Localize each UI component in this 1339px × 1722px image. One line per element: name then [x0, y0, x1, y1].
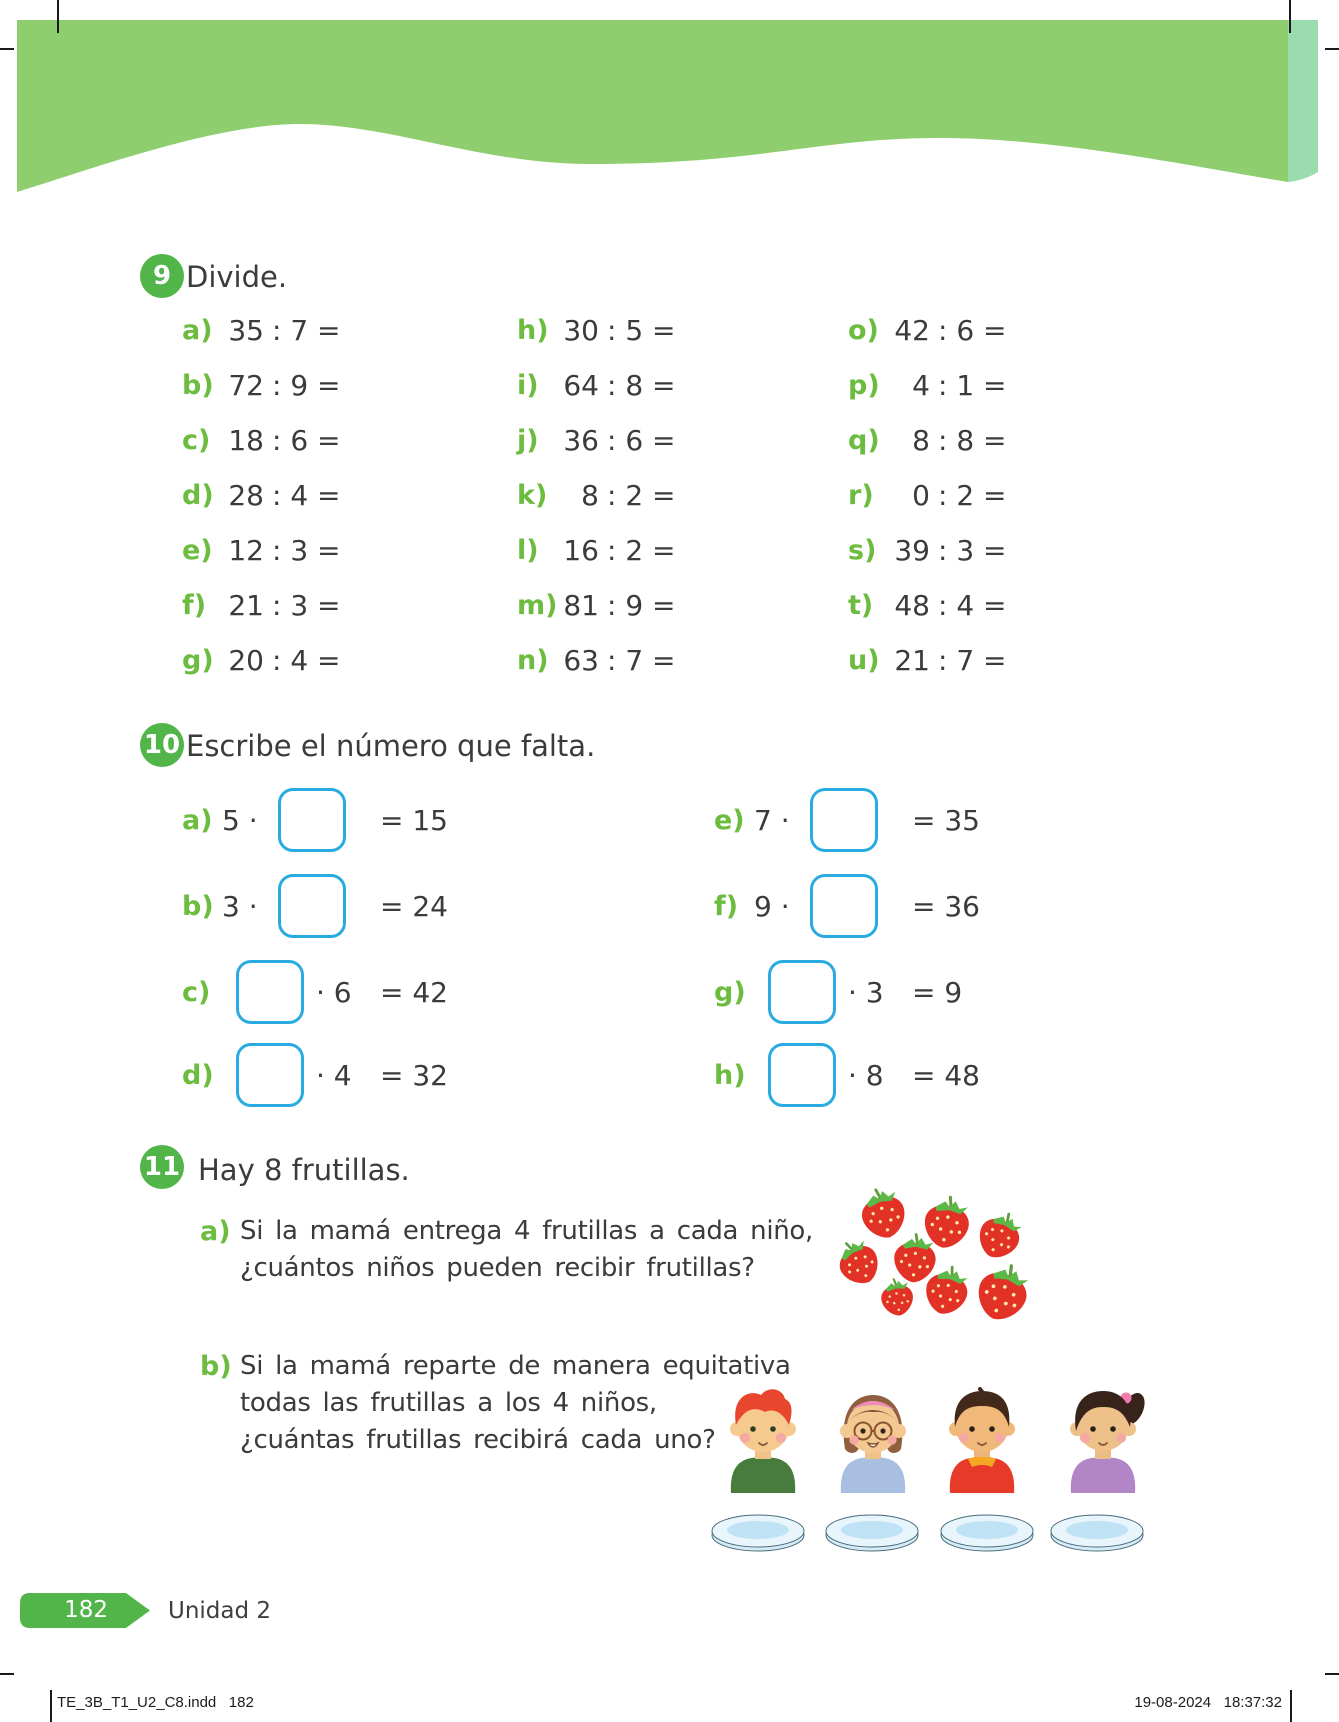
divisor-equals: : 3 =: [938, 534, 1007, 567]
dividend: 81: [563, 589, 599, 622]
divisor-equals: : 1 =: [938, 369, 1007, 402]
fill-blank-item: [182, 1042, 448, 1108]
dividend: 64: [563, 369, 599, 402]
dividend: 20: [228, 644, 264, 677]
item-label: c): [182, 976, 211, 1008]
dividend: 42: [894, 314, 930, 347]
dividend: 72: [228, 369, 264, 402]
result: = 35: [912, 803, 980, 837]
division-item: [182, 633, 341, 688]
dividend: 39: [894, 534, 930, 567]
child-red-shirt-boy: [949, 1389, 1015, 1493]
dividend: 16: [563, 534, 599, 567]
crop-mark: [0, 48, 14, 50]
divisor-equals: : 4 =: [272, 479, 341, 512]
division-item: [848, 468, 1007, 523]
item-label: g): [714, 976, 746, 1008]
multiplier: · 4: [316, 1058, 352, 1092]
item-label: d): [182, 1059, 214, 1091]
answer-box[interactable]: [810, 874, 878, 938]
strawberries-illustration: [815, 1180, 1045, 1330]
answer-box[interactable]: [278, 788, 346, 852]
question-a-text: [240, 1213, 813, 1287]
division-item: [848, 633, 1007, 688]
divisor-equals: : 3 =: [272, 534, 341, 567]
division-item: [182, 413, 341, 468]
division-item: [182, 303, 341, 358]
division-item: [182, 358, 341, 413]
crop-mark: [50, 1690, 52, 1722]
dividend: 30: [563, 314, 599, 347]
divisor-equals: : 5 =: [607, 314, 676, 347]
divisor-equals: : 6 =: [607, 424, 676, 457]
answer-box[interactable]: [768, 960, 836, 1024]
expression-zone: [222, 1043, 380, 1107]
fill-blank-item: [714, 873, 980, 939]
divisor-equals: : 6 =: [272, 424, 341, 457]
division-item: [517, 468, 676, 523]
item-label: k): [517, 480, 548, 511]
division-item: [517, 358, 676, 413]
multiplicand: 9 ·: [754, 889, 790, 923]
dividend: 21: [228, 589, 264, 622]
item-label: e): [182, 535, 213, 566]
child-glasses-girl: [840, 1395, 906, 1493]
item-label: s): [848, 535, 877, 566]
answer-box[interactable]: [278, 874, 346, 938]
multiplier: · 6: [316, 975, 352, 1009]
division-item: [517, 523, 676, 578]
multiplicand: 5 ·: [222, 803, 258, 837]
divisor-equals: : 4 =: [272, 644, 341, 677]
item-label: i): [517, 370, 539, 401]
answer-box[interactable]: [236, 1043, 304, 1107]
item-label: j): [517, 425, 539, 456]
item-label: a): [200, 1216, 231, 1247]
question-line: todas las frutillas a los 4 niños,: [240, 1388, 657, 1418]
result: = 15: [380, 803, 448, 837]
division-item: [848, 358, 1007, 413]
multiplier: · 8: [848, 1058, 884, 1092]
divisor-equals: : 7 =: [938, 644, 1007, 677]
ex9-column-3: [848, 303, 1007, 688]
exercise-11-badge: 11: [140, 1145, 184, 1189]
dividend: 18: [228, 424, 264, 457]
exercise-9-title: Divide.: [186, 260, 288, 294]
dividend: 35: [228, 314, 264, 347]
item-label: b): [182, 370, 214, 401]
answer-box[interactable]: [810, 788, 878, 852]
dividend: 36: [563, 424, 599, 457]
item-label: h): [517, 315, 549, 346]
dividend: 48: [894, 589, 930, 622]
divisor-equals: : 8 =: [938, 424, 1007, 457]
division-item: [517, 578, 676, 633]
divisor-equals: : 6 =: [938, 314, 1007, 347]
fill-blank-item: [182, 873, 448, 939]
divisor-equals: : 9 =: [272, 369, 341, 402]
crop-mark: [0, 1673, 14, 1675]
fill-blank-item: [714, 787, 980, 853]
result: = 36: [912, 889, 980, 923]
exercise-10-badge: 10: [140, 723, 184, 767]
dividend: 21: [894, 644, 930, 677]
division-item: [848, 303, 1007, 358]
result: = 24: [380, 889, 448, 923]
ex9-column-2: [517, 303, 676, 688]
expression-zone: [222, 960, 380, 1024]
item-label: c): [182, 425, 211, 456]
item-label: a): [182, 804, 213, 836]
division-item: [517, 303, 676, 358]
divisor-equals: : 2 =: [607, 534, 676, 567]
divisor-equals: : 7 =: [272, 314, 341, 347]
division-item: [182, 523, 341, 578]
item-label: p): [848, 370, 880, 401]
exercise-9-badge: 9: [140, 254, 184, 298]
item-label: n): [517, 645, 549, 676]
crop-mark: [1289, 0, 1291, 33]
multiplicand: 7 ·: [754, 803, 790, 837]
item-label: q): [848, 425, 880, 456]
answer-box[interactable]: [768, 1043, 836, 1107]
plates: [712, 1515, 1143, 1551]
child-ponytail-girl: [1070, 1389, 1149, 1493]
crop-mark: [1290, 1690, 1292, 1722]
item-label: o): [848, 315, 879, 346]
dividend: 63: [563, 644, 599, 677]
item-label: l): [517, 535, 539, 566]
exercise-10-title: Escribe el número que falta.: [186, 729, 596, 763]
division-item: [848, 413, 1007, 468]
crop-mark: [57, 0, 59, 33]
crop-mark: [1325, 1673, 1339, 1675]
divisor-equals: : 7 =: [607, 644, 676, 677]
dividend: 8: [912, 424, 930, 457]
children-illustration: [700, 1385, 1160, 1585]
dividend: 28: [228, 479, 264, 512]
division-item: [182, 578, 341, 633]
unit-label: Unidad 2: [168, 1598, 272, 1624]
crop-mark: [1325, 48, 1339, 50]
result: = 42: [380, 975, 448, 1009]
dividend: 0: [912, 479, 930, 512]
item-label: b): [200, 1351, 232, 1382]
item-label: m): [517, 590, 558, 621]
item-label: h): [714, 1059, 746, 1091]
divisor-equals: : 3 =: [272, 589, 341, 622]
item-label: d): [182, 480, 214, 511]
result: = 9: [912, 975, 963, 1009]
division-item: [517, 413, 676, 468]
expression-zone: [754, 1043, 912, 1107]
dividend: 4: [912, 369, 930, 402]
multiplier: · 3: [848, 975, 884, 1009]
item-label: g): [182, 645, 214, 676]
question-line: Si la mamá entrega 4 frutillas a cada niño,: [240, 1216, 813, 1246]
expression-zone: [754, 788, 912, 852]
item-label: f): [714, 890, 739, 922]
expression-zone: [222, 788, 380, 852]
divisor-equals: : 4 =: [938, 589, 1007, 622]
item-label: e): [714, 804, 745, 836]
dividend: 12: [228, 534, 264, 567]
divisor-equals: : 2 =: [938, 479, 1007, 512]
item-label: f): [182, 590, 207, 621]
item-label: b): [182, 890, 214, 922]
expression-zone: [754, 874, 912, 938]
child-red-hair: [730, 1389, 796, 1493]
division-item: [517, 633, 676, 688]
item-label: a): [182, 315, 213, 346]
question-line: ¿cuántas frutillas recibirá cada uno?: [240, 1425, 716, 1455]
division-item: [848, 523, 1007, 578]
fill-blank-item: [182, 959, 448, 1025]
multiplicand: 3 ·: [222, 889, 258, 923]
division-item: [848, 578, 1007, 633]
ex9-column-1: [182, 303, 341, 688]
expression-zone: [754, 960, 912, 1024]
fill-blank-item: [714, 959, 962, 1025]
item-label: t): [848, 590, 874, 621]
print-datetime: 19-08-2024 18:37:32: [1134, 1694, 1282, 1711]
expression-zone: [222, 874, 380, 938]
answer-box[interactable]: [236, 960, 304, 1024]
division-item: [182, 468, 341, 523]
divisor-equals: : 8 =: [607, 369, 676, 402]
header-wave: [0, 0, 1339, 220]
item-label: r): [848, 480, 874, 511]
result: = 48: [912, 1058, 980, 1092]
exercise-11-title: Hay 8 frutillas.: [198, 1153, 410, 1187]
question-a: [200, 1213, 813, 1287]
item-label: u): [848, 645, 880, 676]
dividend: 8: [581, 479, 599, 512]
result: = 32: [380, 1058, 448, 1092]
fill-blank-item: [714, 1042, 980, 1108]
divisor-equals: : 2 =: [607, 479, 676, 512]
question-line: Si la mamá reparte de manera equitativa: [240, 1351, 791, 1381]
print-filename: TE_3B_T1_U2_C8.indd 182: [57, 1694, 254, 1711]
divisor-equals: : 9 =: [607, 589, 676, 622]
page-number: 182: [64, 1597, 108, 1623]
fill-blank-item: [182, 787, 448, 853]
question-line: ¿cuántos niños pueden recibir frutillas?: [240, 1253, 755, 1283]
